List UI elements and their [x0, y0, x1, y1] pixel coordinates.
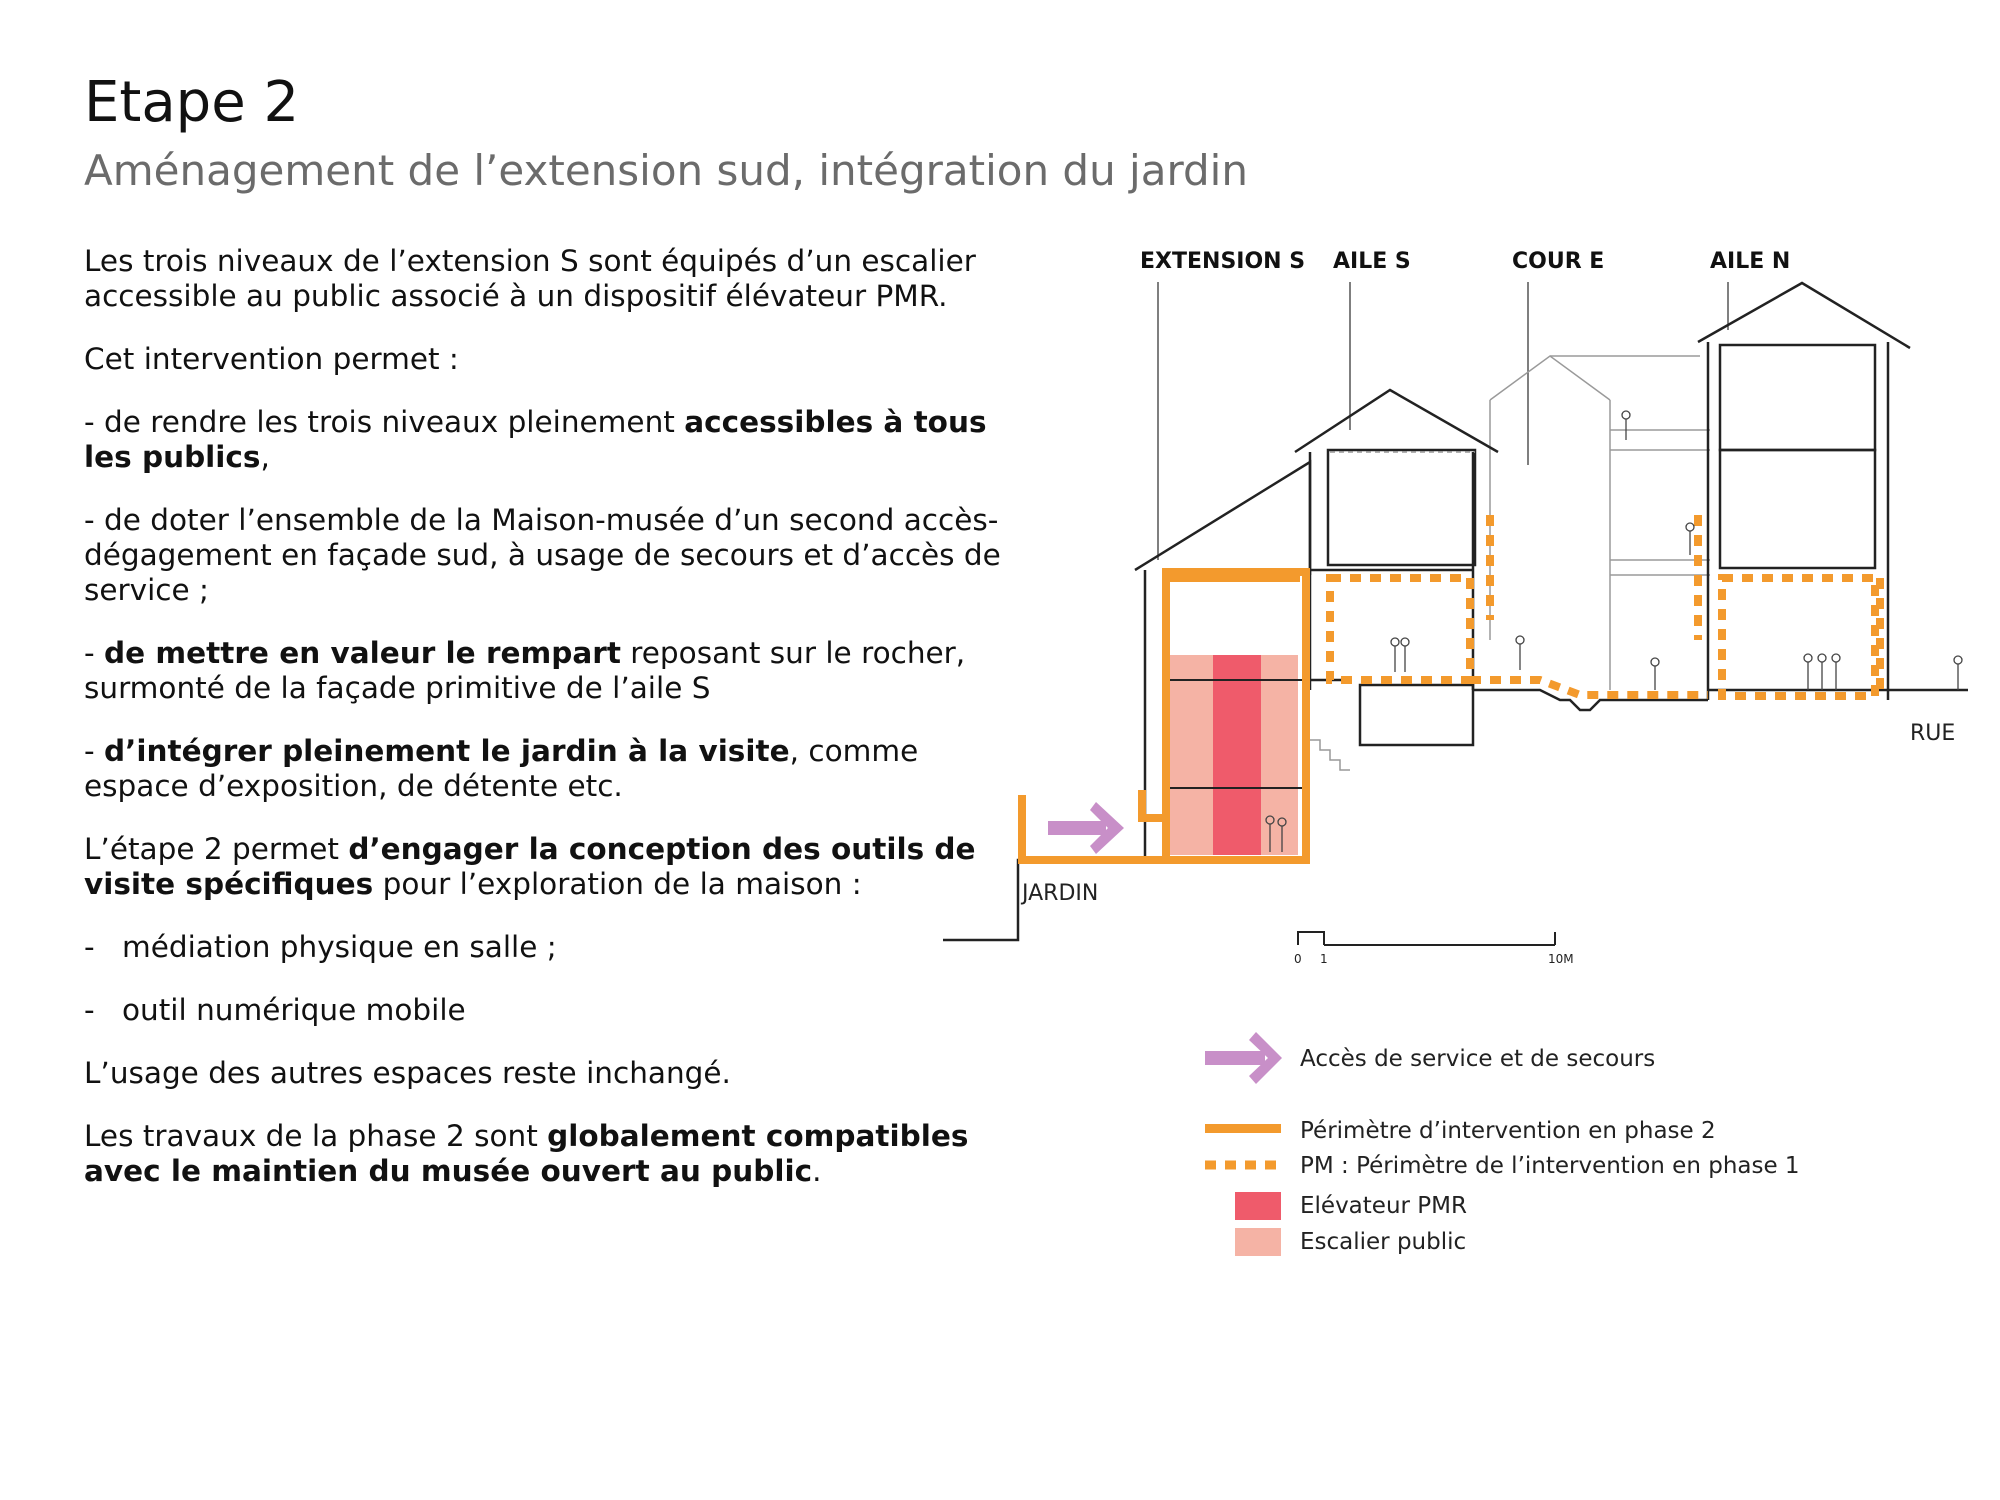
label-rue: RUE: [1910, 721, 1956, 746]
legend-label-elevator: Elévateur PMR: [1300, 1193, 1467, 1219]
aile-s-outline: [1295, 390, 1498, 745]
text: -: [84, 636, 105, 670]
legend-arrow-icon: [1205, 1032, 1282, 1084]
text: .: [812, 1154, 822, 1188]
list-dash: -: [84, 993, 95, 1027]
legend-label-stair: Escalier public: [1300, 1229, 1467, 1255]
pmr-elevator-fill: [1213, 655, 1261, 855]
bold-text: accessibles à tous les publics: [84, 405, 987, 474]
phase1-perimeter-aile-n: [1698, 515, 1880, 696]
bold-text: d’engager la conception des outils de visite spécifiques: [84, 832, 976, 901]
bold-text: d’intégrer pleinement le jardin à la visite: [104, 734, 790, 768]
label-aile-s: AILE S: [1333, 249, 1411, 274]
legend: [1205, 1032, 1800, 1256]
aile-n-outline: [1698, 283, 1968, 700]
label-aile-n: AILE N: [1710, 249, 1791, 274]
text: ,: [260, 440, 270, 474]
label-jardin: JARDIN: [1022, 881, 1099, 906]
bold-text: globalement compatibles avec le maintien du musée ouvert au public: [84, 1119, 969, 1188]
scale-label-one: 1: [1320, 952, 1328, 966]
legend-solid-line-swatch: [1205, 1124, 1281, 1133]
list-text: outil numérique mobile: [122, 993, 466, 1027]
scale-label-ten: 10M: [1548, 952, 1574, 966]
paragraph-unchanged: L’usage des autres espaces reste inchangé.: [84, 1056, 731, 1090]
text: - de rendre les trois niveaux pleinement: [84, 405, 685, 439]
scale-bar: [1298, 932, 1555, 945]
scale-label-zero: 0: [1294, 952, 1302, 966]
legend-stair-swatch: [1235, 1228, 1281, 1256]
text: -: [84, 734, 105, 768]
label-extension-s: EXTENSION S: [1140, 249, 1306, 274]
label-cour-e: COUR E: [1512, 249, 1605, 274]
list-dash: -: [84, 930, 95, 964]
cour-e-background: [1490, 356, 1710, 690]
list-text: médiation physique en salle ;: [122, 930, 557, 964]
text: Les travaux de la phase 2 sont: [84, 1119, 548, 1153]
legend-label-phase2: Périmètre d’intervention en phase 2: [1300, 1118, 1716, 1144]
text: reposant sur le rocher, surmonté de la façade primitive de l’aile S: [84, 636, 966, 705]
legend-elevator-swatch: [1235, 1192, 1281, 1220]
text: L’étape 2 permet: [84, 832, 349, 866]
page-subtitle: Aménagement de l’extension sud, intégration du jardin: [84, 146, 1248, 195]
phase1-perimeter-aile-s: [1330, 515, 1708, 695]
stair-hint: [1310, 740, 1350, 770]
service-access-arrow: [1048, 802, 1124, 854]
legend-label-access: Accès de service et de secours: [1300, 1046, 1656, 1072]
text: , comme espace d’exposition, de détente etc.: [84, 734, 919, 803]
paragraph-intro: Les trois niveaux de l’extension S sont équipés d’un escalier accessible au public associé à un dispositif élévateur PMR.: [84, 244, 976, 313]
bold-text: de mettre en valeur le rempart: [104, 636, 621, 670]
people-figures: [1266, 411, 1962, 852]
text: pour l’exploration de la maison :: [373, 867, 862, 901]
legend-label-phase1: PM : Périmètre de l’intervention en phase 1: [1300, 1153, 1800, 1179]
paragraph-second-access: - de doter l’ensemble de la Maison-musée d’un second accès-dégagement en façade sud, à usage de secours et d’accès de service ;: [84, 503, 1001, 607]
page-title: Etape 2: [84, 70, 300, 135]
paragraph-permet: Cet intervention permet :: [84, 342, 459, 376]
